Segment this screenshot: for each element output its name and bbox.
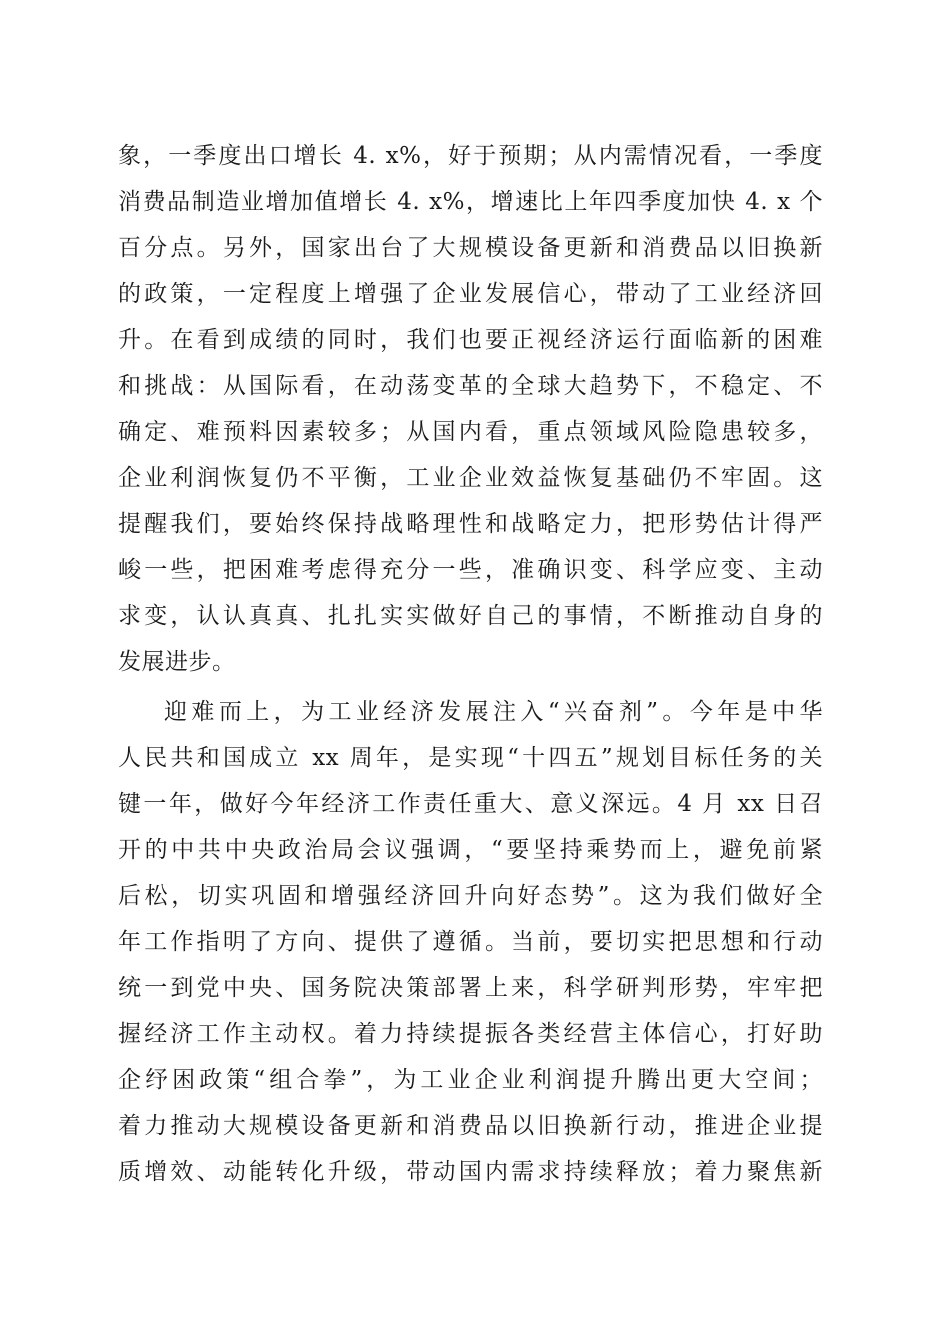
- text-line: 提醒我们，要始终保持战略理性和战略定力，把形势估计得严: [118, 511, 823, 537]
- text-line: 发展进步。: [118, 649, 236, 675]
- text-line: 年工作指明了方向、提供了遵循。当前，要切实把思想和行动: [118, 929, 823, 955]
- text-line: 升。在看到成绩的同时，我们也要正视经济运行面临新的困难: [118, 327, 823, 353]
- text-line: 象，一季度出口增长 4. x%，好于预期；从内需情况看，一季度: [118, 143, 823, 169]
- paragraph-2: [118, 689, 823, 1195]
- text-line: 百分点。另外，国家出台了大规模设备更新和消费品以旧换新: [118, 235, 823, 261]
- paragraph-1: [118, 133, 823, 685]
- text-line: 统一到党中央、国务院决策部署上来，科学研判形势，牢牢把: [118, 975, 823, 1001]
- text-line: 迎难而上，为工业经济发展注入“兴奋剂”。今年是中华: [164, 699, 823, 725]
- text-line: 确定、难预料因素较多；从国内看，重点领域风险隐患较多，: [118, 419, 823, 445]
- document-body: [118, 133, 823, 1195]
- text-line: 峻一些，把困难考虑得充分一些，准确识变、科学应变、主动: [118, 557, 823, 583]
- text-line: 企业利润恢复仍不平衡，工业企业效益恢复基础仍不牢固。这: [118, 465, 823, 491]
- text-line: 求变，认认真真、扎扎实实做好自己的事情，不断推动自身的: [118, 603, 823, 629]
- text-line: 人民共和国成立 xx 周年，是实现“十四五”规划目标任务的关: [118, 745, 823, 771]
- text-line: 和挑战：从国际看，在动荡变革的全球大趋势下，不稳定、不: [118, 373, 823, 399]
- text-line: 后松，切实巩固和增强经济回升向好态势”。这为我们做好全: [118, 883, 823, 909]
- text-line: 键一年，做好今年经济工作责任重大、意义深远。4 月 xx 日召: [118, 791, 823, 817]
- text-line: 握经济工作主动权。着力持续提振各类经营主体信心，打好助: [118, 1021, 823, 1047]
- text-line: 质增效、动能转化升级，带动国内需求持续释放；着力聚焦新: [118, 1159, 823, 1185]
- text-line: 着力推动大规模设备更新和消费品以旧换新行动，推进企业提: [118, 1113, 823, 1139]
- text-line: 消费品制造业增加值增长 4. x%，增速比上年四季度加快 4. x 个: [118, 189, 823, 215]
- text-line: 的政策，一定程度上增强了企业发展信心，带动了工业经济回: [118, 281, 823, 307]
- text-line: 企纾困政策“组合拳”，为工业企业利润提升腾出更大空间；: [118, 1067, 823, 1093]
- text-line: 开的中共中央政治局会议强调，“要坚持乘势而上，避免前紧: [118, 837, 823, 863]
